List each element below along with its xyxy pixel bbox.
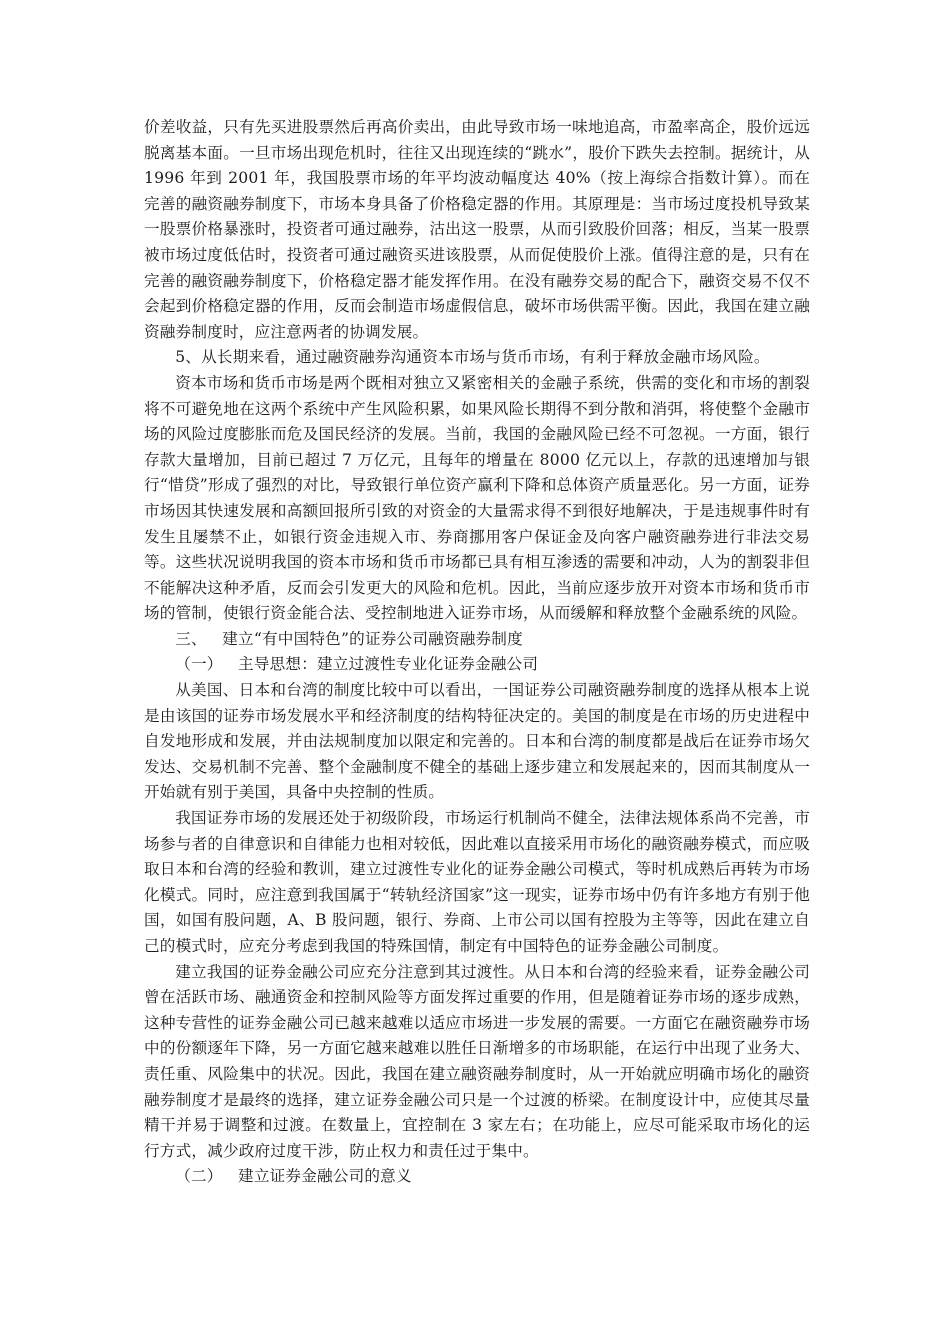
paragraph-point-5: 5、从长期来看，通过融资融券沟通资本市场与货币市场，有利于释放金融市场风险。 — [175, 348, 770, 367]
paragraph-capital-money-market: 资本市场和货币市场是两个既相对独立又紧密相关的金融子系统，供需的变化和市场的割裂将不可避免地在这两个系统中产生风险积累，如果风险长期得不到分散和消弭，将使整个金融市场的风险过度膨胀而危及国民经济的发展。当前，我国的金融风险已经不可忽视。一方面，银行存款大量增加，目前已超过 7 万亿元，且每年的增量在 8000 亿元以上，存款的迅速增加与银行“惜贷”形成了强烈的对比，导致银行单位资产赢利下降和总体资产质量恶化。另一方面，证券市场因其快速发展和高额回报所引致的对资金的大量需求得不到很好地解决，于是违规事件时有发生且屡禁不止，如银行资金违规入市、券商挪用客户保证金及向客户融资融券进行非法交易等。这些状况说明我国的资本市场和货币市场都已具有相互渗透的需要和冲动，人为的割裂非但不能解决这种矛盾，反而会引发更大的风险和危机。因此，当前应逐步放开对资本市场和货币市场的管制，使银行资金能合法、受控制地进入证券市场，从而缓解和释放整个金融系统的风险。 — [144, 373, 810, 623]
subsection-heading-1: （一） 主导思想：建立过渡性专业化证券金融公司 — [175, 655, 539, 674]
paragraph-transitional: 建立我国的证券金融公司应充分注意到其过渡性。从日本和台湾的经验来看，证券金融公司曾在活跃市场、融通资金和控制风险等方面发挥过重要的作用，但是随着证券市场的逐步成熟，这种专营性的证券金融公司已越来越难以适应市场进一步发展的需要。一方面它在融资融券市场中的份额逐年下降，另一方面它越来越难以胜任日渐增多的市场职能，在运行中出现了业务大、责任重、风险集中的状况。因此，我国在建立融资融券制度时，从一开始就应明确市场化的融资融券制度才是最终的选择，建立证券金融公司只是一个过渡的桥梁。在制度设计中，应使其尽量精干并易于调整和过渡。在数量上，宜控制在 3 家左右；在功能上，应尽可能采取市场化的运行方式，减少政府过度干涉，防止权力和责任过于集中。 — [144, 962, 810, 1160]
paragraph-price-stabilizer: 价差收益，只有先买进股票然后再高价卖出，由此导致市场一味地追高，市盈率高企，股价远远脱离基本面。一旦市场出现危机时，往往又出现连续的“跳水”，股价下跌失去控制。据统计，从 1996 年到 2001 年，我国股票市场的年平均波动幅度达 40%（按上海综合指数计算）。而在完善的融资融券制度下，市场本身具备了价格稳定器的作用。其原理是：当市场过度投机导致某一股票价格暴涨时，投资者可通过融券，沽出这一股票，从而引致股价回落；相反，当某一股票被市场过度低估时，投资者可通过融资买进该股票，从而促使股价上涨。值得注意的是，只有在完善的融资融券制度下，价格稳定器才能发挥作用。在没有融券交易的配合下，融资交易不仅不会起到价格稳定器的作用，反而会制造市场虚假信息，破坏市场供需平衡。因此，我国在建立融资融券制度时，应注意两者的协调发展。 — [144, 118, 810, 341]
paragraph-china-market: 我国证券市场的发展还处于初级阶段，市场运行机制尚不健全，法律法规体系尚不完善，市场参与者的自律意识和自律能力也相对较低，因此难以直接采用市场化的融资融券模式，而应吸取日本和台湾的经验和教训，建立过渡性专业化的证券金融公司模式，等时机成熟后再转为市场化模式。同时，应注意到我国属于“转轨经济国家”这一现实，证券市场中仍有许多地方有别于他国，如国有股问题，A、B 股问题，银行、券商、上市公司以国有控股为主等等，因此在建立自己的模式时，应充分考虑到我国的特殊国情，制定有中国特色的证券金融公司制度。 — [144, 809, 810, 955]
section-heading-3: 三、 建立“有中国特色”的证券公司融资融券制度 — [175, 629, 523, 648]
subsection-heading-2: （二） 建立证券金融公司的意义 — [175, 1167, 412, 1186]
document-body — [144, 115, 810, 1190]
paragraph-comparison: 从美国、日本和台湾的制度比较中可以看出，一国证券公司融资融券制度的选择从根本上说是由该国的证券市场发展水平和经济制度的结构特征决定的。美国的制度是在市场的历史进程中自发地形成和发展，并由法规制度加以限定和完善的。日本和台湾的制度都是战后在证券市场欠发达、交易机制不完善、整个金融制度不健全的基础上逐步建立和发展起来的，因而其制度从一开始就有别于美国，具备中央控制的性质。 — [144, 681, 810, 802]
